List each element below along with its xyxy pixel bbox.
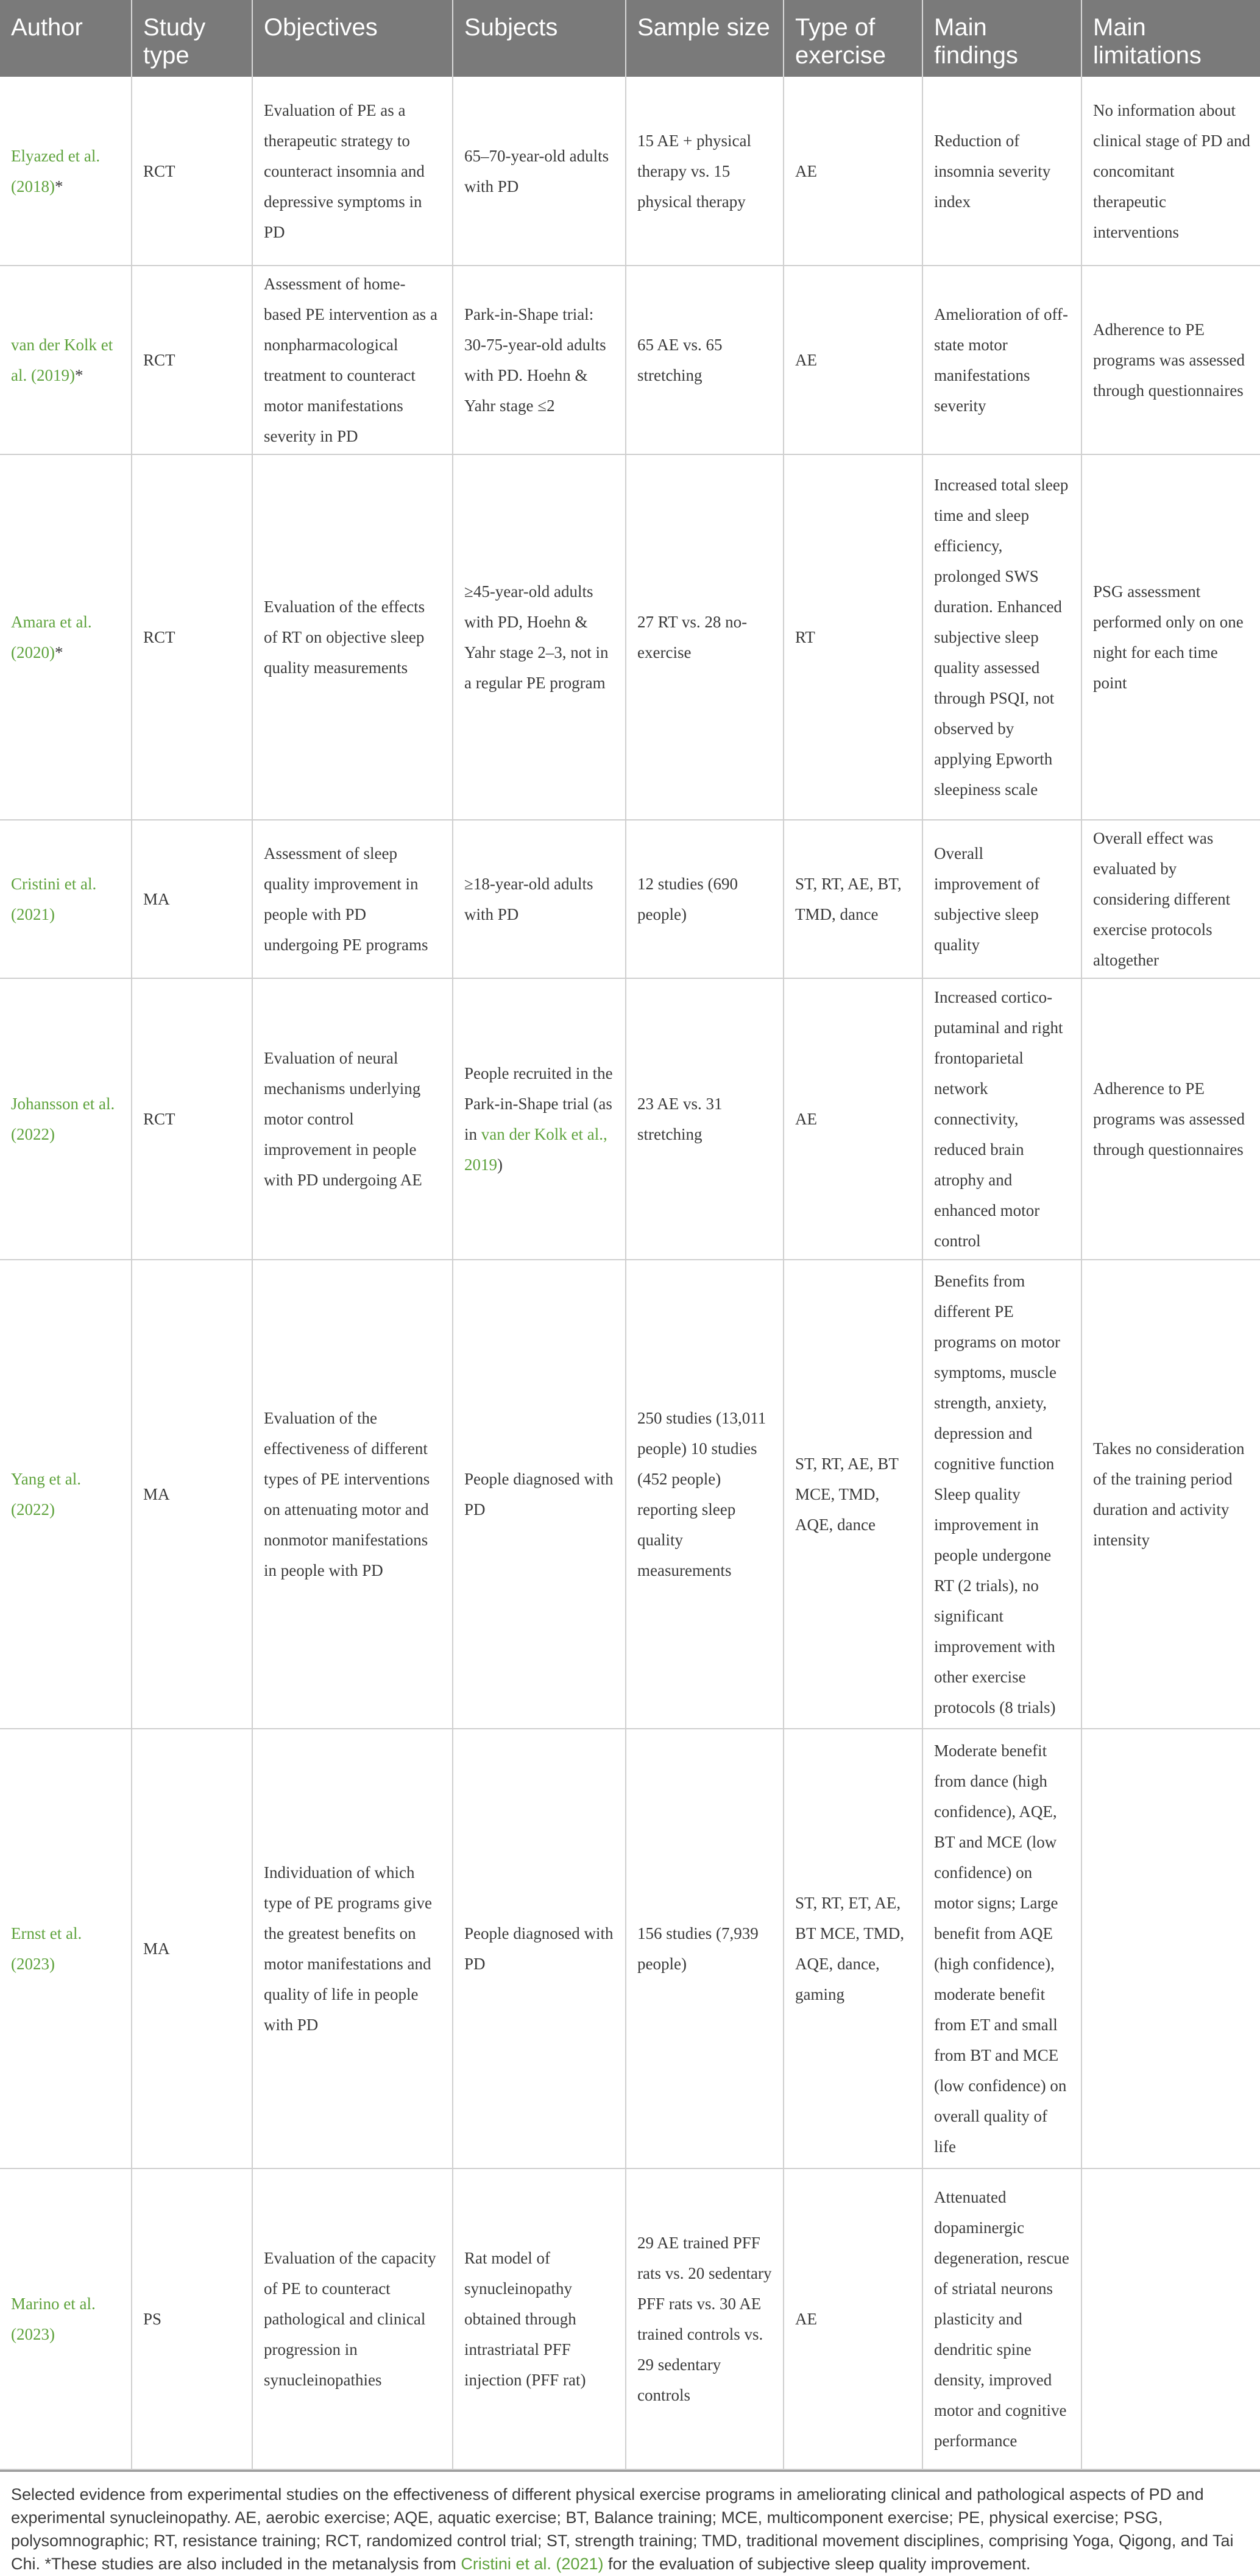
exercise-cell: AE bbox=[784, 77, 922, 266]
study-type-cell: RCT bbox=[132, 454, 252, 820]
findings-cell: Overall improvement of subjective sleep quality bbox=[922, 820, 1081, 978]
inclusion-asterisk: * bbox=[54, 643, 63, 662]
objectives-cell: Evaluation of the effectiveness of different types of PE interventions on attenuating motor and nonmotor manifestations in people with PD bbox=[252, 1260, 453, 1729]
table-row bbox=[0, 1260, 1260, 1729]
sample-size-cell: 27 RT vs. 28 no-exercise bbox=[626, 454, 784, 820]
exercise-cell: AE bbox=[784, 266, 922, 454]
author-cell bbox=[0, 77, 132, 266]
author-cell bbox=[0, 1729, 132, 2168]
objectives-cell: Assessment of home-based PE intervention as a nonpharmacological treatment to counteract motor manifestations severity in PD bbox=[252, 266, 453, 454]
inclusion-asterisk: * bbox=[74, 366, 83, 384]
subjects-text-end: ) bbox=[497, 1156, 503, 1174]
study-type-cell: MA bbox=[132, 820, 252, 978]
sample-size-cell: 250 studies (13,011 people) 10 studies (452 people) reporting sleep quality measurements bbox=[626, 1260, 784, 1729]
sample-size-cell: 15 AE + physical therapy vs. 15 physical therapy bbox=[626, 77, 784, 266]
header-study-type: Study type bbox=[132, 0, 252, 77]
limitations-cell: PSG assessment performed only on one night for each time point bbox=[1081, 454, 1260, 820]
findings-cell: Increased total sleep time and sleep efficiency, prolonged SWS duration. Enhanced subjective sleep quality assessed through PSQI, not observed by applying Epworth sleepiness scale bbox=[922, 454, 1081, 820]
author-link[interactable]: Elyazed et al. (2018) bbox=[11, 146, 101, 196]
table-row bbox=[0, 1729, 1260, 2168]
table-caption bbox=[0, 2470, 1260, 2575]
limitations-cell: Adherence to PE programs was assessed through questionnaires bbox=[1081, 978, 1260, 1260]
study-type-cell: PS bbox=[132, 2168, 252, 2469]
header-objectives: Objectives bbox=[252, 0, 453, 77]
exercise-cell: AE bbox=[784, 978, 922, 1260]
author-link[interactable]: Marino et al. (2023) bbox=[11, 2295, 96, 2343]
header-main-findings: Main findings bbox=[922, 0, 1081, 77]
study-type-cell: MA bbox=[132, 1729, 252, 2168]
objectives-cell: Evaluation of neural mechanisms underlying motor control improvement in people with PD undergoing AE bbox=[252, 978, 453, 1260]
subjects-cell: Rat model of synucleinopathy obtained through intrastriatal PFF injection (PFF rat) bbox=[453, 2168, 626, 2469]
subjects-cell: 65–70-year-old adults with PD bbox=[453, 77, 626, 266]
author-cell bbox=[0, 820, 132, 978]
header-main-limitations: Main limitations bbox=[1081, 0, 1260, 77]
exercise-cell: AE bbox=[784, 2168, 922, 2469]
findings-cell: Moderate benefit from dance (high confidence), AQE, BT and MCE (low confidence) on motor signs; Large benefit from AQE (high confidence), moderate benefit from ET and small from BT and MCE (low confidence) on overall quality of life bbox=[922, 1729, 1081, 2168]
caption-tail: for the evaluation of subjective sleep quality improvement. bbox=[603, 2555, 1031, 2573]
study-type-cell: MA bbox=[132, 1260, 252, 1729]
header-subjects: Subjects bbox=[453, 0, 626, 77]
citation-link[interactable]: van der Kolk et al., 2019 bbox=[464, 1125, 607, 1174]
findings-cell: Benefits from different PE programs on motor symptoms, muscle strength, anxiety, depression and cognitive function Sleep quality improvement in people undergone RT (2 trials), no significant improvement with other exercise protocols (8 trials) bbox=[922, 1260, 1081, 1729]
author-link[interactable]: Amara et al. (2020) bbox=[11, 613, 92, 662]
sample-size-cell: 12 studies (690 people) bbox=[626, 820, 784, 978]
findings-cell: Increased cortico-putaminal and right frontoparietal network connectivity, reduced brain atrophy and enhanced motor control bbox=[922, 978, 1081, 1260]
subjects-text: People recruited in the Park-in-Shape trial (as in bbox=[464, 1064, 613, 1143]
limitations-cell: No information about clinical stage of PD and concomitant therapeutic interventions bbox=[1081, 77, 1260, 266]
exercise-cell: ST, RT, ET, AE, BT MCE, TMD, AQE, dance, gaming bbox=[784, 1729, 922, 2168]
sample-size-cell: 23 AE vs. 31 stretching bbox=[626, 978, 784, 1260]
table-row bbox=[0, 266, 1260, 454]
subjects-cell: People diagnosed with PD bbox=[453, 1729, 626, 2168]
limitations-cell bbox=[1081, 2168, 1260, 2469]
objectives-cell: Evaluation of the capacity of PE to counteract pathological and clinical progression in synucleinopathies bbox=[252, 2168, 453, 2469]
subjects-cell bbox=[453, 978, 626, 1260]
caption-citation-link[interactable]: Cristini et al. (2021) bbox=[461, 2555, 604, 2573]
author-link[interactable]: Johansson et al. (2022) bbox=[11, 1095, 115, 1143]
study-type-cell: RCT bbox=[132, 77, 252, 266]
table-header bbox=[0, 0, 1260, 77]
sample-size-cell: 29 AE trained PFF rats vs. 20 sedentary PFF rats vs. 30 AE trained controls vs. 29 sedentary controls bbox=[626, 2168, 784, 2469]
subjects-cell: People diagnosed with PD bbox=[453, 1260, 626, 1729]
objectives-cell: Individuation of which type of PE programs give the greatest benefits on motor manifestations and quality of life in people with PD bbox=[252, 1729, 453, 2168]
study-type-cell: RCT bbox=[132, 978, 252, 1260]
author-cell bbox=[0, 266, 132, 454]
limitations-cell: Takes no consideration of the training period duration and activity intensity bbox=[1081, 1260, 1260, 1729]
limitations-cell bbox=[1081, 1729, 1260, 2168]
author-link[interactable]: van der Kolk et al. (2019) bbox=[11, 336, 113, 384]
caption-text: Selected evidence from experimental studies on the effectiveness of different physical exercise programs in ameliorating clinical and pathological aspects of PD and experimental synucleinopathy. AE, aerobic exercise; AQE, aquatic exercise; BT, Balance training; MCE, multicomponent exercise; PE, physical exercise; PSG, polysomnographic; RT, resistance training; RCT, randomized control trial; ST, strength training; TMD, traditional movement disciplines, comprising Yoga, Qigong, and Tai Chi. *These studies are also included in the metanalysis from bbox=[11, 2485, 1234, 2573]
findings-cell: Amelioration of off-state motor manifestations severity bbox=[922, 266, 1081, 454]
header-exercise-type: Type of exercise bbox=[784, 0, 922, 77]
inclusion-asterisk: * bbox=[54, 177, 63, 196]
exercise-cell: RT bbox=[784, 454, 922, 820]
findings-cell: Reduction of insomnia severity index bbox=[922, 77, 1081, 266]
exercise-cell: ST, RT, AE, BT, TMD, dance bbox=[784, 820, 922, 978]
study-type-cell: RCT bbox=[132, 266, 252, 454]
table-row bbox=[0, 454, 1260, 820]
subjects-cell: ≥18-year-old adults with PD bbox=[453, 820, 626, 978]
table-row bbox=[0, 2168, 1260, 2469]
author-link[interactable]: Cristini et al. (2021) bbox=[11, 875, 97, 923]
objectives-cell: Evaluation of PE as a therapeutic strategy to counteract insomnia and depressive symptoms in PD bbox=[252, 77, 453, 266]
author-cell bbox=[0, 978, 132, 1260]
table-row bbox=[0, 820, 1260, 978]
sample-size-cell: 65 AE vs. 65 stretching bbox=[626, 266, 784, 454]
findings-cell: Attenuated dopaminergic degeneration, rescue of striatal neurons plasticity and dendritic spine density, improved motor and cognitive performance bbox=[922, 2168, 1081, 2469]
subjects-cell: ≥45-year-old adults with PD, Hoehn & Yahr stage 2–3, not in a regular PE program bbox=[453, 454, 626, 820]
objectives-cell: Assessment of sleep quality improvement in people with PD undergoing PE programs bbox=[252, 820, 453, 978]
objectives-cell: Evaluation of the effects of RT on objective sleep quality measurements bbox=[252, 454, 453, 820]
table-row bbox=[0, 77, 1260, 266]
table-row bbox=[0, 978, 1260, 1260]
header-author: Author bbox=[0, 0, 132, 77]
exercise-cell: ST, RT, AE, BT MCE, TMD, AQE, dance bbox=[784, 1260, 922, 1729]
author-link[interactable]: Yang et al. (2022) bbox=[11, 1470, 82, 1519]
author-cell bbox=[0, 2168, 132, 2469]
limitations-cell: Adherence to PE programs was assessed through questionnaires bbox=[1081, 266, 1260, 454]
limitations-cell: Overall effect was evaluated by considering different exercise protocols altogether bbox=[1081, 820, 1260, 978]
author-cell bbox=[0, 454, 132, 820]
header-sample-size: Sample size bbox=[626, 0, 784, 77]
sample-size-cell: 156 studies (7,939 people) bbox=[626, 1729, 784, 2168]
author-cell bbox=[0, 1260, 132, 1729]
author-link[interactable]: Ernst et al. (2023) bbox=[11, 1924, 82, 1973]
subjects-cell: Park-in-Shape trial: 30-75-year-old adults with PD. Hoehn & Yahr stage ≤2 bbox=[453, 266, 626, 454]
